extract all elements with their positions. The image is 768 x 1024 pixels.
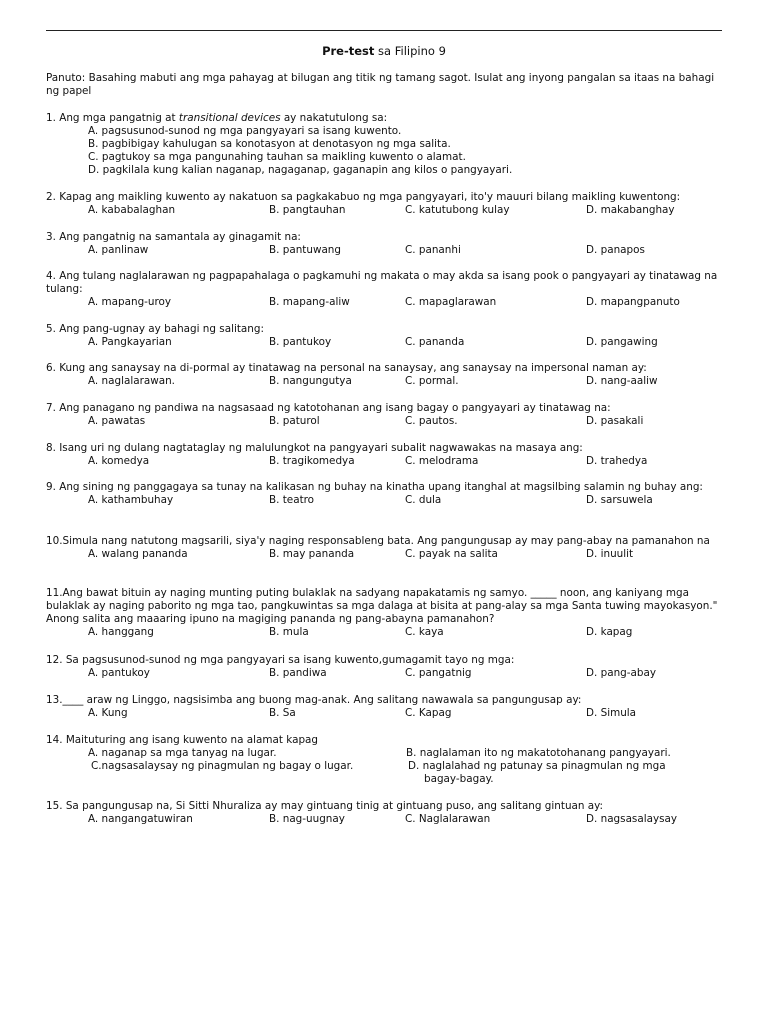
option-c: C.nagsasalaysay ng pinagmulan ng bagay o lugar.	[91, 760, 354, 772]
option-b: B. teatro	[269, 494, 315, 506]
question-stem: 15. Sa pangungusap na, Si Sitti Nhuraliza ay may gintuang tinig at gintuang puso, ang salitang gintuan ay:	[46, 800, 604, 812]
option-c: C. pagtukoy sa mga pangunahing tauhan sa maikling kuwento o alamat.	[88, 151, 466, 163]
question-stem: 8. Isang uri ng dulang nagtataglay ng malulungkot na pangyayari subalit nagwawakas na masaya ang:	[46, 442, 583, 454]
page-title	[0, 45, 768, 58]
option-b: B. mapang-aliw	[269, 296, 350, 308]
option-b: B. may pananda	[269, 548, 355, 560]
option-b: B. pantuwang	[269, 244, 341, 256]
question-5	[46, 323, 726, 349]
option-b: B. pantukoy	[269, 336, 332, 348]
question-stem: 11.Ang bawat bituin ay naging munting puting bulaklak na sadyang napakatamis ng samyo. _____ noon, ang kaniyang mga bulaklak ay naging paborito ng mga tao, pangkuwintas sa mga dalaga at bisita at pang-alay sa mga Santa tuwing mayokasyon." Anong salita ang maaaring ipuno na magiging pananda ng pang-abayna pamanahon?	[46, 587, 718, 625]
options-row	[46, 296, 726, 309]
option-a: A. Kung	[88, 707, 128, 719]
question-stem: 14. Maituturing ang isang kuwento na alamat kapag	[46, 734, 319, 746]
question-stem: 5. Ang pang-ugnay ay bahagi ng salitang:	[46, 323, 264, 335]
option-d-continued: bagay-bagay.	[424, 773, 494, 785]
question-stem: 2. Kapag ang maikling kuwento ay nakatuon sa pagkakabuo ng mga pangyayari, ito'y mauuri bilang maikling kuwentong:	[46, 191, 681, 203]
question-stem: 6. Kung ang sanaysay na di-pormal ay tinatawag na personal na sanaysay, ang sanaysay na impersonal naman ay:	[46, 362, 647, 374]
stem-italic: transitional devices	[178, 112, 281, 124]
options-row	[46, 813, 726, 826]
option-a: A. hanggang	[88, 626, 154, 638]
option-c: C. pormal.	[405, 375, 459, 387]
option-b: B. tragikomedya	[269, 455, 355, 467]
question-3	[46, 231, 726, 257]
options-row	[46, 548, 726, 561]
question-stem: 7. Ang panagano ng pandiwa na nagsasaad ng katotohanan ang isang bagay o pangyayari ay tinatawag na:	[46, 402, 611, 414]
options-row	[46, 336, 726, 349]
question-15	[46, 800, 726, 826]
question-12	[46, 654, 726, 680]
option-d: D. trahedya	[586, 455, 648, 467]
options-row	[46, 244, 726, 257]
question-2	[46, 191, 726, 217]
option-c: C. payak na salita	[405, 548, 498, 560]
title-rest: sa Filipino 9	[374, 44, 446, 58]
instructions: Panuto: Basahing mabuti ang mga pahayag at bilugan ang titik ng tamang sagot. Isulat ang inyong pangalan sa itaas na bahagi ng papel	[46, 72, 715, 97]
option-d: D. panapos	[586, 244, 645, 256]
question-stem: 13.____ araw ng Linggo, nagsisimba ang buong mag-anak. Ang salitang nawawala sa pangungusap ay:	[46, 694, 582, 706]
options-row	[46, 455, 726, 468]
stem-text: ay nakatutulong sa:	[280, 112, 388, 124]
question-8	[46, 442, 726, 468]
option-a: A. komedya	[88, 455, 150, 467]
question-stem: 3. Ang pangatnig na samantala ay ginagamit na:	[46, 231, 301, 243]
question-11	[46, 587, 726, 639]
options-list	[46, 125, 726, 177]
option-c: C. Naglalarawan	[405, 813, 491, 825]
question-stem	[46, 112, 726, 125]
question-4	[46, 270, 726, 309]
option-b: B. Sa	[269, 707, 296, 719]
option-a: A. naglalarawan.	[88, 375, 175, 387]
option-c: C. dula	[405, 494, 442, 506]
question-stem: 9. Ang sining ng panggagaya sa tunay na kalikasan ng buhay na kinatha upang itanghal at magsilbing salamin ng buhay ang:	[46, 481, 703, 493]
option-a: A. pantukoy	[88, 667, 150, 679]
option-b: B. pangtauhan	[269, 204, 346, 216]
option-a: A. panlinaw	[88, 244, 149, 256]
question-stem: 4. Ang tulang naglalarawan ng pagpapahalaga o pagkamuhi ng makata o may akda sa isang pook o pangyayari ay tinatawag na tulang:	[46, 270, 718, 295]
question-6	[46, 362, 726, 388]
question-1	[46, 112, 726, 177]
option-a: A. walang pananda	[88, 548, 188, 560]
question-stem: 10.Simula nang natutong magsarili, siya'y naging responsableng bata. Ang pangungusap ay may pang-abay na pamanahon na	[46, 535, 710, 547]
option-a: A. pagsusunod-sunod ng mga pangyayari sa isang kuwento.	[88, 125, 402, 137]
option-b: B. nangungutya	[269, 375, 352, 387]
question-9	[46, 481, 726, 507]
option-b: B. paturol	[269, 415, 320, 427]
option-b: B. pagbibigay kahulugan sa konotasyon at denotasyon ng mga salita.	[88, 138, 451, 150]
option-c: C. mapaglarawan	[405, 296, 497, 308]
option-d: D. nagsasalaysay	[586, 813, 678, 825]
option-d: D. nang-aaliw	[586, 375, 658, 387]
option-c: C. pangatnig	[405, 667, 472, 679]
option-b: B. mula	[269, 626, 309, 638]
option-c: C. kaya	[405, 626, 444, 638]
option-a: A. kathambuhay	[88, 494, 174, 506]
option-d: D. sarsuwela	[586, 494, 653, 506]
title-bold: Pre-test	[322, 44, 375, 58]
question-7	[46, 402, 726, 428]
option-b: B. naglalaman ito ng makatotohanang pangyayari.	[406, 747, 671, 759]
question-14	[46, 734, 726, 786]
options-row	[46, 494, 726, 507]
option-d: D. pang-abay	[586, 667, 656, 679]
option-a: A. Pangkayarian	[88, 336, 172, 348]
question-stem: 12. Sa pagsusunod-sunod ng mga pangyayari sa isang kuwento,gumagamit tayo ng mga:	[46, 654, 515, 666]
option-c: C. pautos.	[405, 415, 458, 427]
option-c: C. pananda	[405, 336, 465, 348]
option-b: B. pandiwa	[269, 667, 327, 679]
option-d: D. pangawing	[586, 336, 658, 348]
option-a: A. pawatas	[88, 415, 146, 427]
option-c: C. Kapag	[405, 707, 452, 719]
option-d: D. pasakali	[586, 415, 644, 427]
question-10	[46, 535, 726, 561]
stem-text: 1. Ang mga pangatnig at	[46, 112, 179, 124]
options-row	[46, 707, 726, 720]
options-row	[46, 667, 726, 680]
option-d: D. inuulit	[586, 548, 634, 560]
option-a: A. naganap sa mga tanyag na lugar.	[88, 747, 277, 759]
option-a: A. mapang-uroy	[88, 296, 172, 308]
option-d: D. naglalahad ng patunay sa pinagmulan ng mga	[408, 760, 666, 772]
options-grid	[46, 747, 726, 786]
options-row	[46, 626, 726, 639]
option-b: B. nag-uugnay	[269, 813, 345, 825]
top-rule	[46, 30, 722, 31]
question-13	[46, 694, 726, 720]
option-d: D. makabanghay	[586, 204, 675, 216]
option-a: A. nangangatuwiran	[88, 813, 193, 825]
option-a: A. kababalaghan	[88, 204, 176, 216]
option-d: D. kapag	[586, 626, 633, 638]
option-c: C. katutubong kulay	[405, 204, 510, 216]
options-row	[46, 415, 726, 428]
option-d: D. mapangpanuto	[586, 296, 680, 308]
option-c: C. melodrama	[405, 455, 479, 467]
option-d: D. pagkilala kung kalian naganap, nagaganap, gaganapin ang kilos o pangyayari.	[88, 164, 513, 176]
options-row	[46, 375, 726, 388]
options-row	[46, 204, 726, 217]
option-d: D. Simula	[586, 707, 637, 719]
option-c: C. pananhi	[405, 244, 461, 256]
